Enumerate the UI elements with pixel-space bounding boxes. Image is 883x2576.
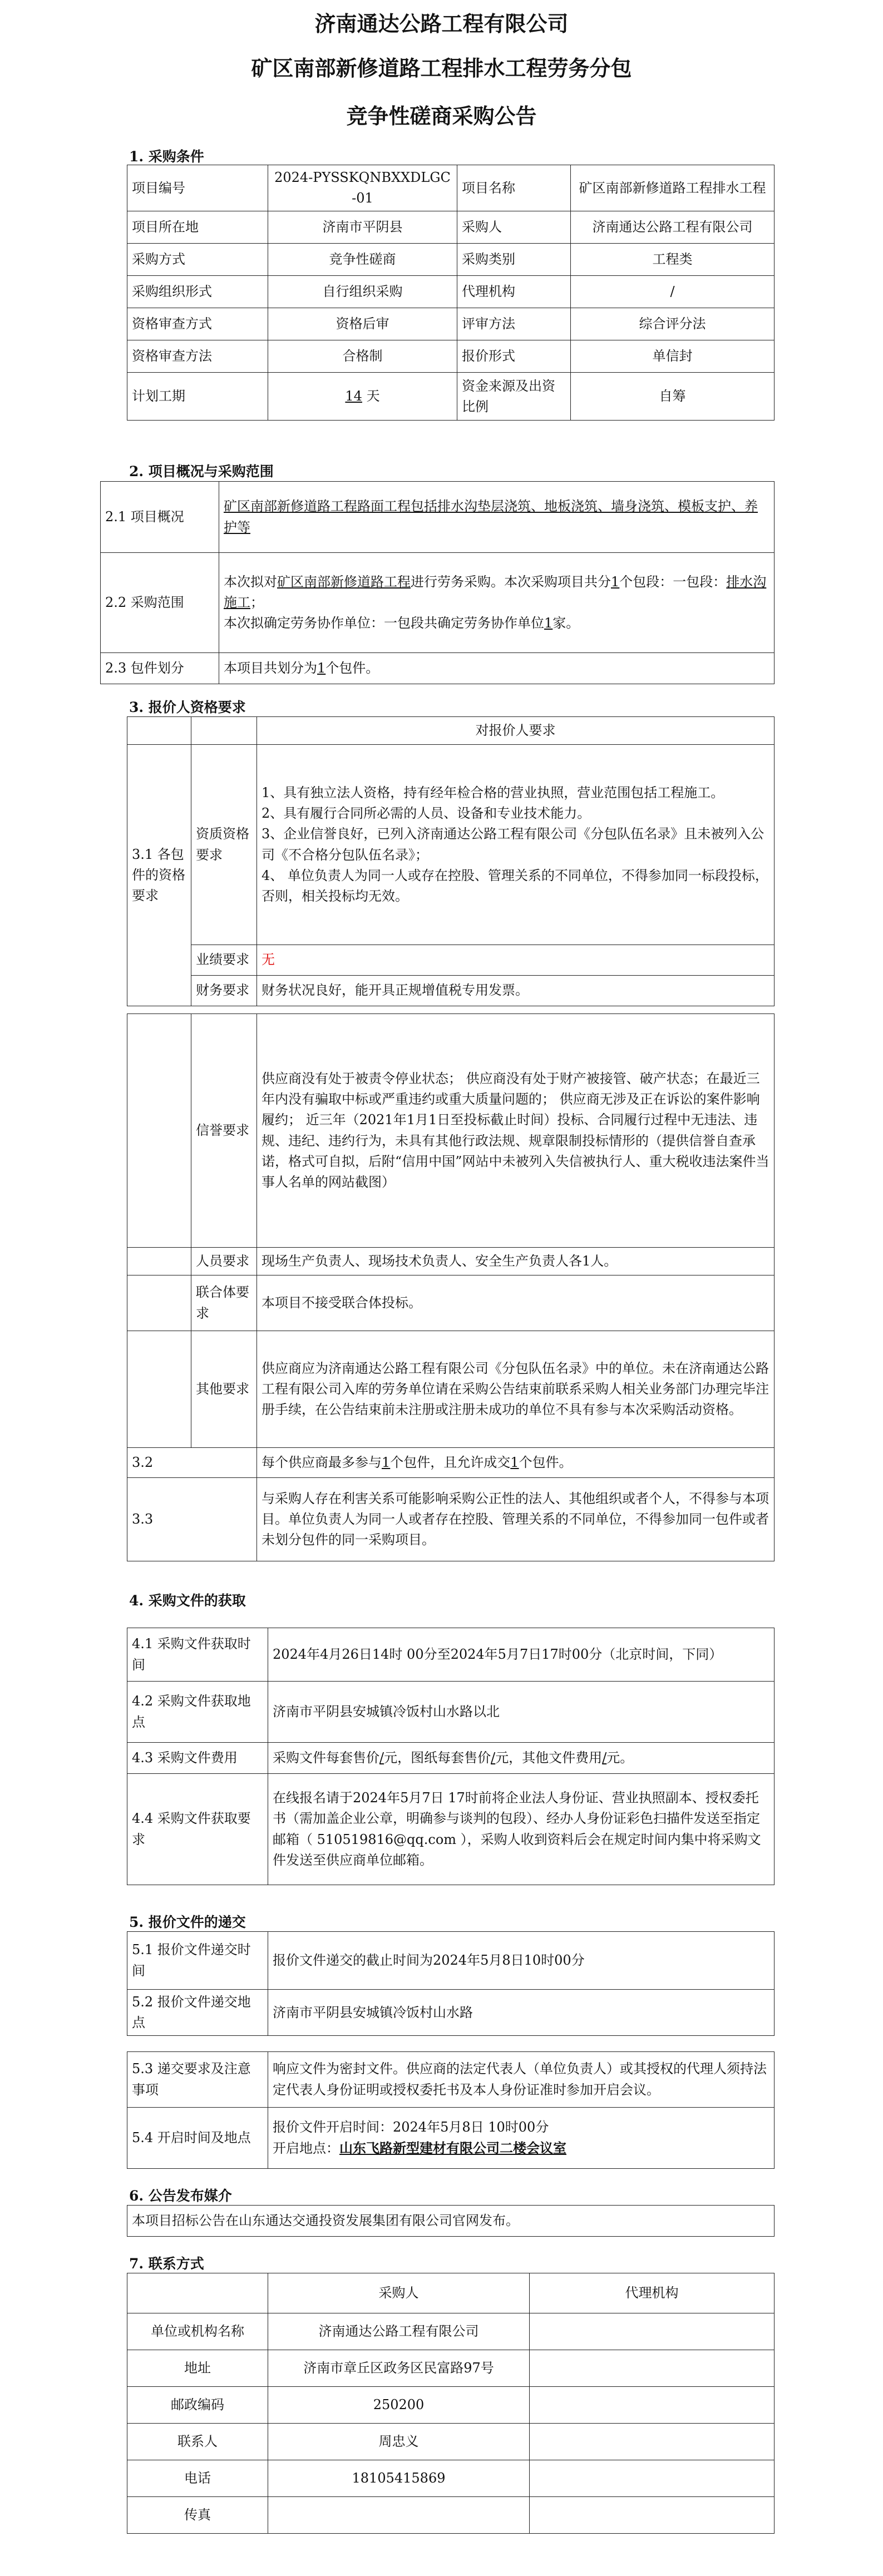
requirement-item: 3、企业信誉良好，已列入济南通达公路工程有限公司《分包队伍名录》且未被列入公司《不合格分包队伍名录》； bbox=[262, 826, 764, 863]
table-row bbox=[127, 1248, 775, 1275]
table-row bbox=[127, 340, 775, 373]
table-row bbox=[127, 1932, 775, 1990]
text-span: 本项目共划分为 bbox=[224, 660, 317, 676]
cell-label: 计划工期 bbox=[127, 373, 268, 421]
cell-value: 济南通达公路工程有限公司 bbox=[571, 211, 775, 244]
cell-value: 周忠义 bbox=[268, 2424, 530, 2460]
group-label: 3.1 各包件的资格要求 bbox=[127, 745, 191, 1006]
submission-table-a bbox=[127, 1931, 775, 2036]
blank-cell bbox=[191, 717, 257, 745]
cell-label: 4.3 采购文件费用 bbox=[127, 1743, 268, 1774]
announcement-title: 竞争性磋商采购公告 bbox=[346, 103, 537, 128]
cell-label: 单位或机构名称 bbox=[127, 2313, 268, 2350]
column-header: 采购人 bbox=[268, 2273, 530, 2313]
cell-label: 邮政编码 bbox=[127, 2387, 268, 2424]
table-row bbox=[127, 2424, 775, 2460]
duration-unit: 天 bbox=[362, 388, 380, 404]
cell-value: 250200 bbox=[268, 2387, 530, 2424]
cell-label: 采购组织形式 bbox=[127, 276, 268, 308]
text-span: 个包件，且允许成交 bbox=[390, 1454, 511, 1470]
fee-value: / bbox=[602, 1749, 607, 1766]
cell-value: 矿区南部新修道路工程排水工程 bbox=[571, 165, 775, 211]
cell-value bbox=[530, 2460, 775, 2497]
cell-value: 自行组织采购 bbox=[268, 276, 457, 308]
cell-label: 资质资格要求 bbox=[191, 745, 257, 945]
cell-label: 人员要求 bbox=[191, 1248, 257, 1275]
text-span: 元，其他文件费用 bbox=[495, 1749, 603, 1766]
cell-label: 5.1 报价文件递交时间 bbox=[127, 1932, 268, 1990]
cell-value: 响应文件为密封文件。供应商的法定代表人（单位负责人）或其授权的代理人须持法定代表人身份证明或授权委托书及本人身份证准时参加开启会议。 bbox=[268, 2052, 775, 2108]
table-row bbox=[101, 553, 775, 653]
cell-value bbox=[530, 2313, 775, 2350]
section-heading-4: 4. 采购文件的获取 bbox=[129, 1593, 246, 1609]
table-row bbox=[127, 211, 775, 244]
cell-value bbox=[268, 2108, 775, 2169]
cell-value: 合格制 bbox=[268, 340, 457, 373]
cell-label: 4.1 采购文件获取时间 bbox=[127, 1628, 268, 1682]
cell-value: 济南市平阴县安城镇冷饭村山水路 bbox=[268, 1990, 775, 2036]
cell-value: 报价文件递交的截止时间为2024年5月8日10时00分 bbox=[268, 1932, 775, 1990]
table-row bbox=[127, 2273, 775, 2313]
cell-label: 采购方式 bbox=[127, 244, 268, 276]
cell-value: 18105415869 bbox=[268, 2460, 530, 2497]
cell-value: 济南市平阴县 bbox=[268, 211, 457, 244]
text-span: 开启地点： bbox=[273, 2140, 339, 2156]
package-count: 1 bbox=[611, 573, 620, 590]
fee-value: / bbox=[379, 1749, 384, 1766]
column-header: 代理机构 bbox=[530, 2273, 775, 2313]
cell-value bbox=[219, 553, 775, 653]
cell-value: 资格后审 bbox=[268, 308, 457, 340]
company-title: 济南通达公路工程有限公司 bbox=[314, 11, 569, 36]
cell-value bbox=[530, 2350, 775, 2387]
section-heading-7: 7. 联系方式 bbox=[129, 2256, 204, 2272]
cell-label: 报价形式 bbox=[457, 340, 571, 373]
text-span: 本次拟对 bbox=[224, 573, 277, 590]
text-span: 家。 bbox=[553, 615, 580, 631]
scope-paragraph bbox=[224, 613, 769, 634]
cell-value: 与采购人存在利害关系可能影响采购公正性的法人、其他组织或者个人，不得参与本项目。单位负责人为同一人或者存在控股、管理关系的不同单位，不得参加同一包件或者未划分包件的同一采购项目。 bbox=[257, 1478, 775, 1561]
cell-value: 2024年4月26日14时 00分至2024年5月7日17时00分（北京时间，下同） bbox=[268, 1628, 775, 1682]
table-row bbox=[127, 2206, 775, 2237]
cell-value: 无 bbox=[257, 945, 775, 976]
blank-cell bbox=[127, 1248, 191, 1275]
cell-label: 项目编号 bbox=[127, 165, 268, 211]
blank-cell bbox=[127, 717, 191, 745]
table-row bbox=[127, 1275, 775, 1331]
cell-label: 3.3 bbox=[127, 1478, 257, 1561]
overview-text: 矿区南部新修道路工程路面工程包括排水沟垫层浇筑、地板浇筑、墙身浇筑、模板支护、养护等 bbox=[224, 498, 758, 535]
table-row bbox=[127, 1014, 775, 1248]
cell-value: 供应商应为济南通达公路工程有限公司《分包队伍名录》中的单位。未在济南通达公路工程有限公司入库的劳务单位请在采购公告结束前联系采购人相关业务部门办理完毕注册手续，在公告结束前未注册或注册未成功的单位不具有参与本次采购活动资格。 bbox=[257, 1331, 775, 1448]
cell-label: 资金来源及出资比例 bbox=[457, 373, 571, 421]
requirement-item: 2、具有履行合同所必需的人员、设备和专业技术能力。 bbox=[262, 805, 591, 822]
cell-label: 地址 bbox=[127, 2350, 268, 2387]
cell-value: 自筹 bbox=[571, 373, 775, 421]
cell-value bbox=[257, 1448, 775, 1478]
section-heading-3: 3. 报价人资格要求 bbox=[129, 699, 246, 715]
text-span: 元，图纸每套售价 bbox=[384, 1749, 491, 1766]
text-span: 进行劳务采购。本次采购项目共分 bbox=[411, 573, 611, 590]
cell-label: 5.4 开启时间及地点 bbox=[127, 2108, 268, 2169]
table-row bbox=[127, 308, 775, 340]
cell-label: 传真 bbox=[127, 2497, 268, 2534]
cell-label: 采购类别 bbox=[457, 244, 571, 276]
cell-value bbox=[268, 1743, 775, 1774]
cell-value bbox=[257, 745, 775, 945]
text-span: 采购文件每套售价 bbox=[273, 1749, 379, 1766]
table-row bbox=[127, 945, 775, 976]
table-row bbox=[127, 1628, 775, 1682]
cell-label: 5.2 报价文件递交地点 bbox=[127, 1990, 268, 2036]
cell-value: 本项目招标公告在山东通达交通投资发展集团有限公司官网发布。 bbox=[127, 2206, 775, 2237]
cell-value: 单信封 bbox=[571, 340, 775, 373]
procurement-conditions-table bbox=[127, 165, 775, 421]
cell-label: 2.3 包件划分 bbox=[101, 653, 219, 684]
table-row bbox=[101, 482, 775, 553]
table-row bbox=[127, 2313, 775, 2350]
cell-label: 其他要求 bbox=[191, 1331, 257, 1448]
cell-value: 济南市平阴县安城镇冷饭村山水路以北 bbox=[268, 1682, 775, 1743]
cell-label: 2.2 采购范围 bbox=[101, 553, 219, 653]
table-row bbox=[127, 1990, 775, 2036]
blank-cell bbox=[127, 2273, 268, 2313]
award-limit: 1 bbox=[510, 1454, 519, 1470]
cell-label: 项目所在地 bbox=[127, 211, 268, 244]
cell-label: 财务要求 bbox=[191, 976, 257, 1006]
opening-venue: 山东飞路新型建材有限公司二楼会议室 bbox=[339, 2140, 566, 2156]
cell-value bbox=[530, 2387, 775, 2424]
package-count: 1 bbox=[317, 660, 326, 676]
cell-value bbox=[219, 482, 775, 553]
text-span: 个包件。 bbox=[519, 1454, 573, 1470]
table-row bbox=[127, 1743, 775, 1774]
table-row bbox=[127, 2350, 775, 2387]
table-row bbox=[127, 373, 775, 421]
cell-value: 2024-PYSSKQNBXXDLGC-01 bbox=[268, 165, 457, 211]
text-span: 每个供应商最多参与 bbox=[262, 1454, 382, 1470]
fee-value: / bbox=[491, 1749, 496, 1766]
cell-label: 4.2 采购文件获取地点 bbox=[127, 1682, 268, 1743]
cell-value bbox=[219, 653, 775, 684]
overview-table bbox=[100, 481, 775, 684]
table-row bbox=[101, 653, 775, 684]
cell-value bbox=[530, 2424, 775, 2460]
cell-value: 济南市章丘区政务区民富路97号 bbox=[268, 2350, 530, 2387]
cell-value bbox=[268, 2497, 530, 2534]
table-row bbox=[127, 2497, 775, 2534]
cell-label: 电话 bbox=[127, 2460, 268, 2497]
table-row bbox=[127, 1448, 775, 1478]
section-heading-5: 5. 报价文件的递交 bbox=[129, 1914, 246, 1930]
blank-cell bbox=[127, 1331, 191, 1448]
table-row bbox=[127, 717, 775, 745]
cell-value bbox=[530, 2497, 775, 2534]
qualification-table-a bbox=[127, 716, 775, 1006]
submission-table-b bbox=[127, 2051, 775, 2169]
cell-label: 评审方法 bbox=[457, 308, 571, 340]
opening-place bbox=[273, 2138, 769, 2159]
cell-value: / bbox=[571, 276, 775, 308]
cell-value: 在线报名请于2024年5月7日 17时前将企业法人身份证、营业执照副本、授权委托书（需加盖企业公章，明确参与谈判的包段）、经办人身份证彩色扫描件发送至指定邮箱（ 510519816@qq.com ），采购人收到资料后会在规定时间内集中将采购文件发送至供应商单位邮箱。 bbox=[268, 1774, 775, 1885]
table-row bbox=[127, 1774, 775, 1885]
table-row bbox=[127, 2052, 775, 2108]
project-title: 矿区南部新修道路工程排水工程劳务分包 bbox=[251, 56, 632, 81]
table-row bbox=[127, 1478, 775, 1561]
package-scope: 排水沟施工 bbox=[224, 573, 767, 610]
cell-label: 采购人 bbox=[457, 211, 571, 244]
table-row bbox=[127, 1682, 775, 1743]
table-row bbox=[127, 1331, 775, 1448]
column-header: 对报价人要求 bbox=[257, 717, 775, 745]
cell-label: 业绩要求 bbox=[191, 945, 257, 976]
package-limit: 1 bbox=[382, 1454, 391, 1470]
cell-value: 现场生产负责人、现场技术负责人、安全生产负责人各1人。 bbox=[257, 1248, 775, 1275]
section-heading-1: 1. 采购条件 bbox=[129, 149, 204, 165]
table-row bbox=[127, 244, 775, 276]
section-heading-2: 2. 项目概况与采购范围 bbox=[129, 463, 274, 479]
table-row bbox=[127, 165, 775, 211]
cell-label: 2.1 项目概况 bbox=[101, 482, 219, 553]
cell-value: 竞争性磋商 bbox=[268, 244, 457, 276]
cell-label: 联系人 bbox=[127, 2424, 268, 2460]
scope-paragraph bbox=[224, 572, 769, 613]
cell-label: 信誉要求 bbox=[191, 1014, 257, 1248]
cell-value: 综合评分法 bbox=[571, 308, 775, 340]
procurement-documents-table bbox=[127, 1628, 775, 1885]
blank-cell bbox=[127, 1275, 191, 1331]
table-row bbox=[127, 976, 775, 1006]
text-span: ； bbox=[250, 594, 264, 610]
cell-value bbox=[268, 373, 457, 421]
cell-label: 项目名称 bbox=[457, 165, 571, 211]
section-heading-6: 6. 公告发布媒介 bbox=[129, 2188, 232, 2204]
text-span: 元。 bbox=[606, 1749, 634, 1766]
table-row bbox=[127, 2387, 775, 2424]
text-span: 个包段：一包段： bbox=[619, 573, 727, 590]
media-table bbox=[127, 2205, 775, 2237]
text-span: 个包件。 bbox=[325, 660, 379, 676]
requirement-item: 4、 单位负责人为同一人或存在控股、管理关系的不同单位，不得参加同一标段投标，否则，相关投标均无效。 bbox=[262, 867, 768, 904]
cell-label: 资格审查方法 bbox=[127, 340, 268, 373]
table-row bbox=[127, 2108, 775, 2169]
cell-value: 工程类 bbox=[571, 244, 775, 276]
unit-count: 1 bbox=[544, 615, 553, 631]
project-name: 矿区南部新修道路工程 bbox=[277, 573, 411, 590]
table-row bbox=[127, 2460, 775, 2497]
table-row bbox=[127, 745, 775, 945]
cell-value: 本项目不接受联合体投标。 bbox=[257, 1275, 775, 1331]
duration-value: 14 bbox=[345, 388, 362, 404]
opening-time: 报价文件开启时间：2024年5月8日 10时00分 bbox=[273, 2119, 549, 2135]
qualification-table-b bbox=[127, 1013, 775, 1561]
table-row bbox=[127, 276, 775, 308]
cell-label: 资格审查方式 bbox=[127, 308, 268, 340]
blank-cell bbox=[127, 1014, 191, 1248]
cell-value: 供应商没有处于被责令停业状态； 供应商没有处于财产被接管、破产状态；在最近三年内没有骗取中标或严重违约或重大质量问题的； 供应商无涉及正在诉讼的案件影响履约； 近三年（2021年1月1日至投标截止时间）投标、合同履行过程中无违法、违规、违纪、违约行为，未具有其他行政法规、规章限制投标情形的（提供信誉自查承诺，格式可自拟，后附“信用中国”网站中未被列入失信被执行人、重大税收违法案件当事人名单的网站截图） bbox=[257, 1014, 775, 1248]
cell-label: 联合体要求 bbox=[191, 1275, 257, 1331]
requirement-item: 1、具有独立法人资格，持有经年检合格的营业执照，营业范围包括工程施工。 bbox=[262, 784, 724, 800]
cell-label: 代理机构 bbox=[457, 276, 571, 308]
contact-table bbox=[127, 2273, 775, 2534]
cell-label: 5.3 递交要求及注意事项 bbox=[127, 2052, 268, 2108]
text-span: 本次拟确定劳务协作单位：一包段共确定劳务协作单位 bbox=[224, 615, 544, 631]
cell-label: 3.2 bbox=[127, 1448, 257, 1478]
cell-value: 财务状况良好，能开具正规增值税专用发票。 bbox=[257, 976, 775, 1006]
cell-label: 4.4 采购文件获取要求 bbox=[127, 1774, 268, 1885]
cell-value: 济南通达公路工程有限公司 bbox=[268, 2313, 530, 2350]
